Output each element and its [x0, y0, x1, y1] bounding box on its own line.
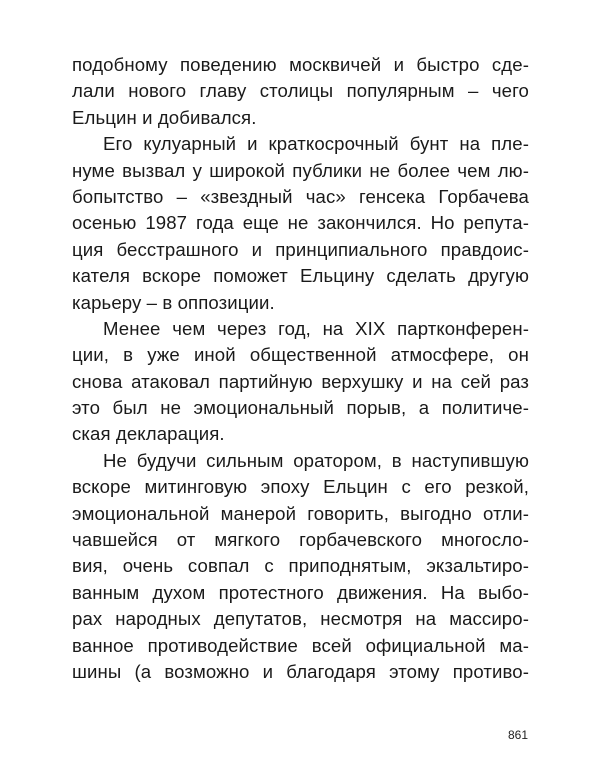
text-line: осенью 1987 года еще не закончился. Но репута- [72, 212, 529, 234]
paragraph-3 [72, 316, 529, 448]
paragraph-2 [72, 131, 529, 316]
text-body [72, 52, 529, 685]
text-line: ции, в уже иной общественной атмосфере, он [72, 344, 529, 366]
text-line: Не будучи сильным оратором, в наступившую [103, 449, 529, 471]
text-line: вскоре митинговую эпоху Ельцин с его резкой, [72, 476, 529, 498]
text-line: снова атаковал партийную верхушку и на сей раз [72, 370, 529, 392]
text-line: Его кулуарный и краткосрочный бунт на пле- [103, 133, 529, 155]
text-line: рах народных депутатов, несмотря на массиро- [72, 608, 529, 630]
text-line: Менее чем через год, на XIX партконферен- [103, 317, 529, 339]
text-line: нуме вызвал у широкой публики не более чем лю- [72, 159, 529, 181]
text-line: ция бесстрашного и принципиального правдоис- [72, 238, 529, 260]
paragraph-1 [72, 52, 529, 131]
paragraph-4 [72, 448, 529, 686]
page-number: 861 [507, 728, 528, 742]
text-line: ванным духом протестного движения. На выбо- [72, 581, 529, 603]
text-line: ская декларация. [72, 423, 225, 445]
text-line: ванное противодействие всей официальной ма- [72, 634, 529, 656]
text-line: подобному поведению москвичей и быстро сде- [72, 54, 529, 75]
text-line: кателя вскоре поможет Ельцину сделать другую [72, 265, 529, 287]
text-line: Ельцин и добивался. [72, 106, 257, 128]
text-line: шины (а возможно и благодаря этому противо- [72, 660, 529, 682]
text-line: бопытство – «звездный час» генсека Горбачева [72, 185, 529, 207]
text-line: это был не эмоциональный порыв, а политиче- [72, 397, 529, 419]
text-line: эмоциональной манерой говорить, выгодно отли- [72, 502, 529, 524]
text-line: лали нового главу столицы популярным – чего [72, 80, 529, 102]
text-line: чавшейся от мягкого горбачевского многосло- [72, 529, 529, 551]
text-line: карьеру – в оппозиции. [72, 291, 275, 313]
text-line: вия, очень совпал с приподнятым, экзальтиро- [72, 555, 529, 577]
